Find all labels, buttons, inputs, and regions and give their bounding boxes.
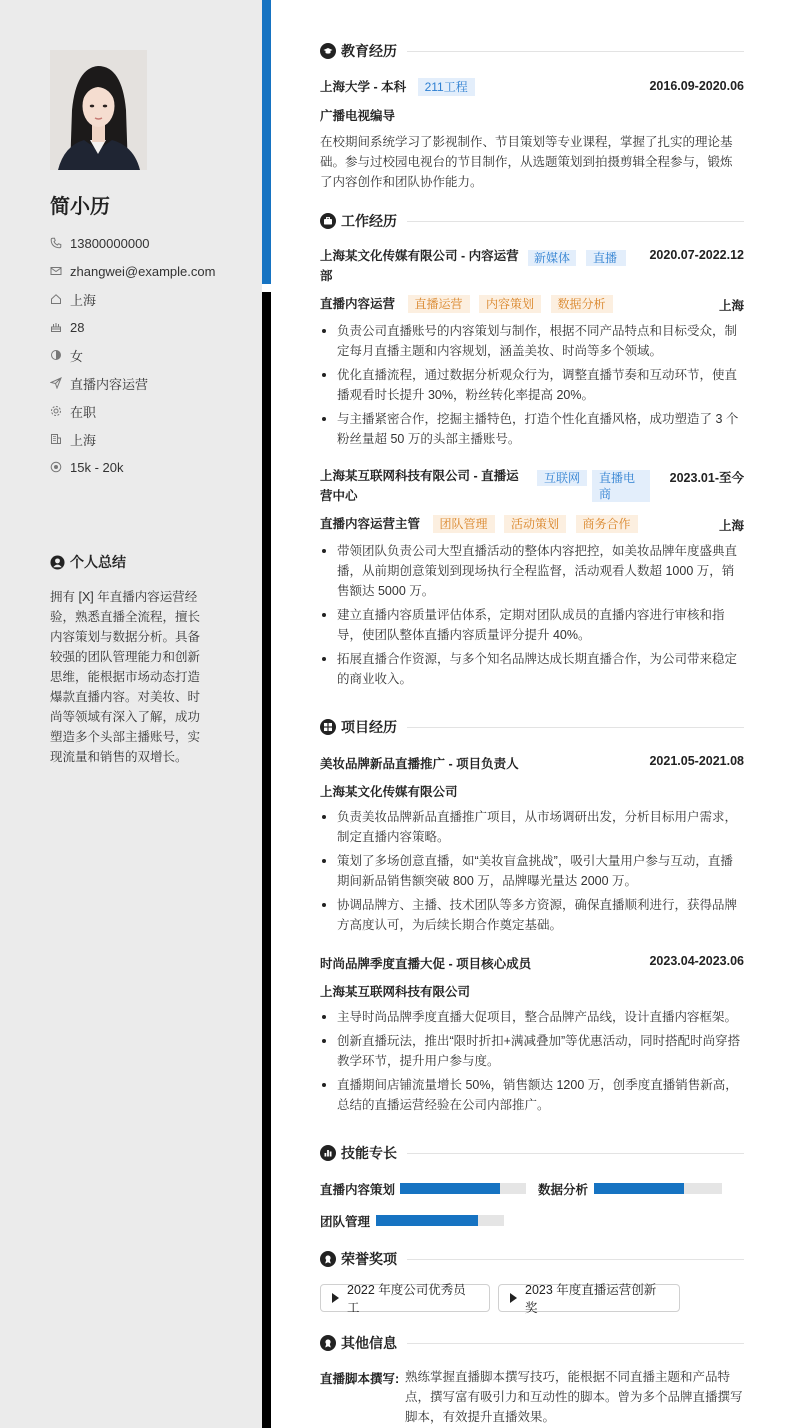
- candidate-name: 简小历: [50, 196, 110, 218]
- job-1-tag-2: 直播: [586, 250, 626, 266]
- job-2-skill-1: 团队管理: [433, 515, 495, 533]
- list-item: 优化直播流程，通过数据分析观众行为，调整直播节奏和互动环节，使直播观看时长提升 30%，粉丝转化率提高 20%。: [320, 365, 744, 405]
- list-item: 主导时尚品牌季度直播大促项目，整合品牌产品线，设计直播内容框架。: [320, 1007, 744, 1027]
- list-item: 拓展直播合作资源，与多个知名品牌达成长期直播合作，为公司带来稳定的商业收入。: [320, 649, 744, 689]
- work-heading: [320, 211, 744, 231]
- sidebar: [0, 0, 262, 1428]
- info-target-position: [50, 369, 250, 397]
- building-icon: [50, 433, 62, 445]
- graduation-cap-icon: [320, 43, 336, 59]
- education-heading: [320, 41, 744, 61]
- job-1-company: 上海某文化传媒有限公司 - 内容运营部: [320, 249, 519, 283]
- info-phone: [50, 229, 250, 257]
- award-2-text: 2023 年度直播运营创新奖: [525, 1283, 657, 1315]
- bar-chart-icon: [320, 1145, 336, 1161]
- project-1-org: 上海某文化传媒有限公司: [320, 785, 458, 799]
- accent-bar-black: [262, 292, 271, 1428]
- job-2-skill-2: 活动策划: [504, 515, 566, 533]
- job-2-period: 2023.01-至今: [669, 471, 744, 485]
- age-text: 28: [70, 319, 85, 335]
- education-major: 广播电视编导: [320, 109, 396, 123]
- coin-icon: [50, 461, 62, 473]
- gender-icon: [50, 349, 62, 361]
- status-text: 在职: [70, 404, 97, 420]
- section-divider: [407, 1259, 744, 1260]
- target-city-text: 上海: [70, 432, 97, 448]
- briefcase-icon: [320, 213, 336, 229]
- job-1-skill-1: 直播运营: [408, 295, 470, 313]
- target-position-text: 直播内容运营: [70, 376, 149, 392]
- project-1-bullets: [320, 807, 744, 939]
- portrait-image: [50, 50, 147, 170]
- other-label: 直播脚本撰写:: [320, 1372, 400, 1386]
- gender-text: 女: [70, 348, 84, 364]
- cake-icon: [50, 321, 62, 333]
- job-1-tag-1: 新媒体: [528, 250, 576, 266]
- list-item: 协调品牌方、主播、技术团队等多方资源，确保直播顺利进行，获得品牌方高度认可，为后续长期合作奠定基础。: [320, 895, 744, 935]
- project-2-name: 时尚品牌季度直播大促 - 项目核心成员: [320, 957, 532, 971]
- summary-heading: [50, 552, 126, 572]
- list-item: 策划了多场创意直播，如“美妆盲盒挑战”，吸引大量用户参与互动，直播期间新品销售额突破 800 万，品牌曝光量达 2000 万。: [320, 851, 744, 891]
- skill-1-label: 直播内容策划: [320, 1183, 396, 1197]
- user-circle-icon: [50, 555, 65, 570]
- skill-3-label: 团队管理: [320, 1215, 371, 1229]
- education-description: 在校期间系统学习了影视制作、节目策划等专业课程，掌握了扎实的理论基础。参与过校园电视台的节目制作，从选题策划到拍摄剪辑全程参与，锻炼了内容创作和团队协作能力。: [320, 135, 733, 189]
- section-divider: [407, 1343, 744, 1344]
- skill-3-fill: [376, 1215, 478, 1226]
- job-1-header: [320, 246, 744, 286]
- phone-icon: [50, 237, 62, 249]
- award-icon: [320, 1251, 336, 1267]
- honors-heading: [320, 1249, 744, 1269]
- work-title: 工作经历: [341, 213, 397, 229]
- job-1-skill-3: 数据分析: [551, 295, 613, 313]
- grid-icon: [320, 719, 336, 735]
- job-2-role-row: [320, 514, 744, 534]
- play-icon: [332, 1293, 339, 1303]
- award-1-text: 2022 年度公司优秀员工: [347, 1283, 466, 1315]
- info-email: [50, 257, 250, 285]
- info-age: [50, 313, 250, 341]
- skill-2-fill: [594, 1183, 684, 1194]
- skills-title: 技能专长: [341, 1145, 397, 1161]
- job-2-bullets: [320, 541, 744, 693]
- award-icon: [320, 1335, 336, 1351]
- school-tag: 211工程: [418, 78, 475, 96]
- phone-number: 13800000000: [70, 235, 150, 251]
- job-2-header: [320, 466, 744, 506]
- job-1-role-row: [320, 294, 744, 314]
- info-target-city: [50, 425, 250, 453]
- summary-text: 拥有 [X] 年直播内容运营经验，熟悉直播全流程，擅长内容策划与数据分析。具备较强的团队管理能力和创新思维，能根据市场动态打造爆款直播内容。对美妆、时尚等领域有深入了解，成功塑造多个头部主播账号，实现流量和销售的双增长。: [50, 590, 201, 764]
- job-1-role: 直播内容运营: [320, 297, 396, 311]
- salary-text: 15k - 20k: [70, 459, 124, 475]
- section-divider: [407, 1153, 744, 1154]
- other-title: 其他信息: [341, 1335, 397, 1351]
- education-header-row: [320, 77, 744, 97]
- list-item: 负责美妆品牌新品直播推广项目，从市场调研出发，分析目标用户需求，制定直播内容策略。: [320, 807, 744, 847]
- project-2-header: [320, 954, 744, 974]
- project-1-name: 美妆品牌新品直播推广 - 项目负责人: [320, 757, 519, 771]
- skills-heading: [320, 1143, 744, 1163]
- info-status: [50, 397, 250, 425]
- job-2-skill-3: 商务合作: [576, 515, 638, 533]
- summary-title: 个人总结: [70, 554, 126, 570]
- job-2-role: 直播内容运营主管: [320, 517, 421, 531]
- list-item: 建立直播内容质量评估体系，定期对团队成员的直播内容进行审核和指导，使团队整体直播内容质量评分提升 40%。: [320, 605, 744, 645]
- project-1-period: 2021.05-2021.08: [649, 754, 744, 768]
- profile-photo: [50, 50, 147, 170]
- job-1-skill-2: 内容策划: [479, 295, 541, 313]
- award-2: [498, 1283, 680, 1315]
- projects-title: 项目经历: [341, 719, 397, 735]
- location-text: 上海: [70, 292, 97, 308]
- list-item: 创新直播玩法，推出“限时折扣+满减叠加”等优惠活动，同时搭配时尚穿搭教学环节，提升用户参与度。: [320, 1031, 744, 1071]
- education-title: 教育经历: [341, 43, 397, 59]
- projects-heading: [320, 717, 744, 737]
- info-gender: [50, 341, 250, 369]
- project-2-org: 上海某互联网科技有限公司: [320, 985, 471, 999]
- section-divider: [407, 727, 744, 728]
- award-1: [320, 1283, 490, 1315]
- info-salary: [50, 453, 250, 481]
- honors-title: 荣誉奖项: [341, 1251, 397, 1267]
- contact-info: [50, 229, 250, 481]
- job-2-company: 上海某互联网科技有限公司 - 直播运营中心: [320, 469, 519, 503]
- list-item: 与主播紧密合作，挖掘主播特色，打造个性化直播风格，成功塑造了 3 个粉丝量超 50 万的头部主播账号。: [320, 409, 744, 449]
- list-item: 直播期间店铺流量增长 50%，销售额达 1200 万，创季度直播销售新高，总结的直播运营经验在公司内部推广。: [320, 1075, 744, 1115]
- info-location: [50, 285, 250, 313]
- job-2-tag-1: 互联网: [537, 470, 587, 486]
- mail-icon: [50, 265, 62, 277]
- job-1-bullets: [320, 321, 744, 453]
- gear-icon: [50, 405, 62, 417]
- job-1-city: 上海: [718, 299, 744, 313]
- list-item: 带领团队负责公司大型直播活动的整体内容把控，如美妆品牌年度盛典直播，从前期创意策划到现场执行全程监督，活动观看人数超 1000 万，销售额达 5000 万。: [320, 541, 744, 601]
- project-2-bullets: [320, 1007, 744, 1119]
- job-2-tag-2: 直播电商: [592, 470, 650, 502]
- section-divider: [407, 221, 744, 222]
- project-2-period: 2023.04-2023.06: [649, 954, 744, 968]
- list-item: 负责公司直播账号的内容策划与制作，根据不同产品特点和目标受众，制定每月直播主题和内容规划，涵盖美妆、时尚等多个领域。: [320, 321, 744, 361]
- skill-2-track: [594, 1183, 722, 1194]
- play-icon: [510, 1293, 517, 1303]
- section-divider: [407, 51, 744, 52]
- other-text: 熟练掌握直播脚本撰写技巧，能根据不同直播主题和产品特点，撰写富有吸引力和互动性的脚本。曾为多个品牌直播撰写脚本，有效提升直播效果。: [405, 1370, 743, 1424]
- home-icon: [50, 293, 62, 305]
- project-1-header: [320, 754, 744, 774]
- school-name: 上海大学 - 本科: [320, 80, 407, 94]
- education-period: 2016.09-2020.06: [649, 79, 744, 93]
- accent-bar-blue: [262, 0, 271, 284]
- job-2-city: 上海: [718, 519, 744, 533]
- skill-2-label: 数据分析: [538, 1183, 589, 1197]
- skill-1-track: [400, 1183, 526, 1194]
- skill-1-fill: [400, 1183, 500, 1194]
- email-address: zhangwei@example.com: [70, 263, 216, 279]
- skill-3-track: [376, 1215, 504, 1226]
- send-icon: [50, 377, 62, 389]
- job-1-period: 2020.07-2022.12: [649, 248, 744, 262]
- other-heading: [320, 1333, 744, 1353]
